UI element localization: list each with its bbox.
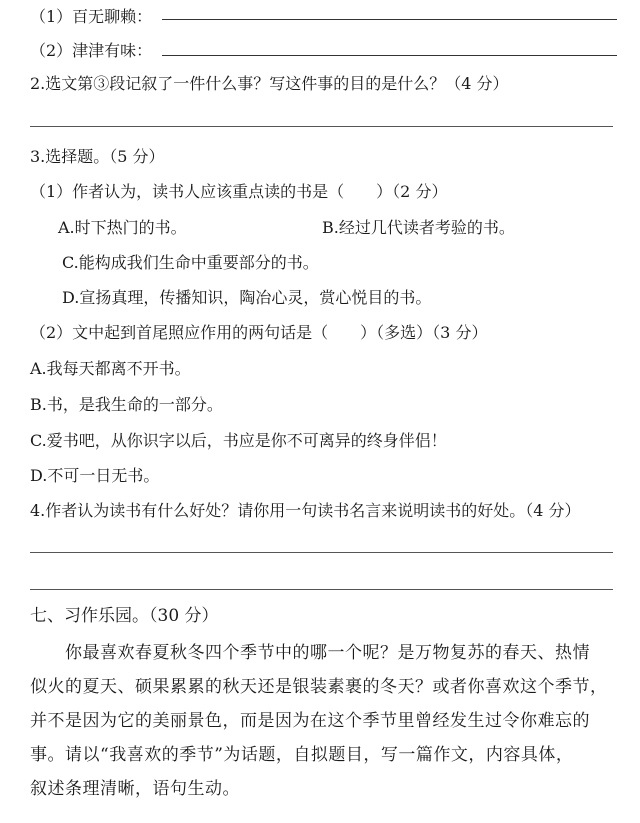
section7-line-5: 叙述条理清晰，语句生动。 [30, 779, 240, 799]
q3-sub1-option-a: A.时下热门的书。 [58, 218, 187, 237]
q3-sub1-stem: （1）作者认为，读书人应该重点读的书是（ ）（2 分） [30, 182, 448, 201]
q3-sub1-option-b: B.经过几代读者考验的书。 [322, 218, 515, 237]
q3-sub2-option-b: B.书，是我生命的一部分。 [30, 395, 223, 414]
q1-item-1-label: （1）百无聊赖： [30, 7, 153, 26]
q2-text: 2.选文第③段记叙了一件什么事？写这件事的目的是什么？（4 分） [30, 74, 509, 93]
q4-answer-line-2[interactable] [30, 589, 613, 590]
q1-item-2-answer-line[interactable] [162, 55, 617, 56]
q3-sub1-option-d: D.宣扬真理，传播知识，陶冶心灵，赏心悦目的书。 [62, 288, 432, 307]
section7-line-2: 似火的夏天、硕果累累的秋天还是银装素裹的冬天？或者你喜欢这个季节， [30, 677, 608, 697]
q3-sub2-option-d: D.不可一日无书。 [30, 466, 160, 485]
section7-line-1: 你最喜欢春夏秋冬四个季节中的哪一个呢？是万物复苏的春天、热情 [65, 643, 590, 663]
q1-item-2-label: （2）津津有味： [30, 41, 153, 60]
q4-answer-line-1[interactable] [30, 552, 613, 553]
q3-sub2-stem: （2）文中起到首尾照应作用的两句话是（ ）（多选）（3 分） [30, 323, 488, 342]
q2-answer-line[interactable] [30, 126, 613, 127]
section7-line-4: 事。请以“我喜欢的季节”为话题，自拟题目，写一篇作文，内容具体， [30, 745, 574, 765]
section7-title: 七、习作乐园。（30 分） [30, 606, 219, 626]
q3-sub2-option-c: C.爱书吧，从你识字以后，书应是你不可离异的终身伴侣！ [30, 431, 447, 450]
q1-item-1-answer-line[interactable] [162, 19, 617, 20]
q4-text: 4.作者认为读书有什么好处？请你用一句读书名言来说明读书的好处。（4 分） [30, 501, 581, 520]
section7-prompt [30, 636, 615, 806]
q3-sub2-option-a: A.我每天都离不开书。 [30, 359, 191, 378]
q3-sub1-option-c: C.能构成我们生命中重要部分的书。 [62, 253, 319, 272]
section7-line-3: 并不是因为它的美丽景色，而是因为在这个季节里曾经发生过令你难忘的 [30, 711, 590, 731]
q3-title: 3.选择题。（5 分） [30, 147, 165, 166]
